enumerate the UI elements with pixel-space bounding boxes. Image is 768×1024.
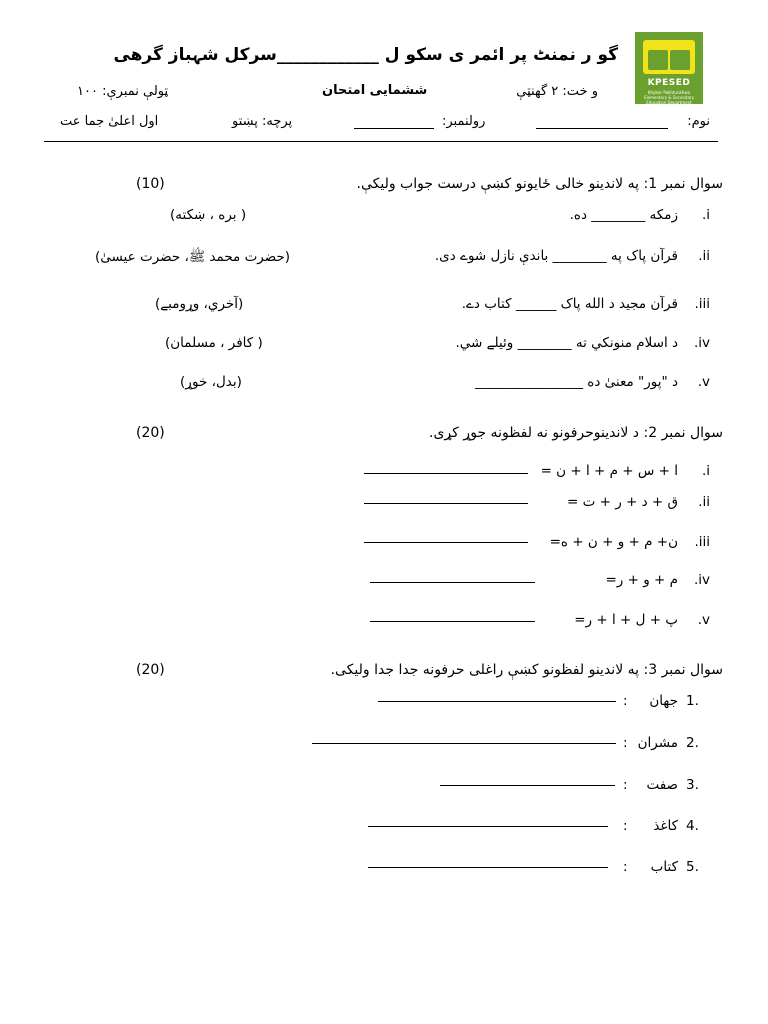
q2-item-number: .v [697,612,710,628]
q3-item-word: مشران [637,735,678,751]
q3-item-colon: : [623,859,628,875]
q3-item-colon: : [623,818,628,834]
class-name: اول اعلیٰ جما عت [60,114,159,129]
kpesed-logo [635,32,703,104]
q1-item-number: .iii [694,296,710,312]
q1-item-number: .ii [698,248,710,264]
q3-item-number: 1. [686,693,699,709]
q3-item-number: 4. [686,818,699,834]
q1-item-text: د اسلام منونکي ته ________ وئیلے شي. [455,335,678,351]
q3-item-word: کاغذ [653,818,678,834]
q1-item-options: ( کافر ، مسلمان) [165,335,263,351]
logo-text: KPESED [647,78,691,88]
q3-answer-line[interactable] [378,701,616,702]
q3-item-number: 5. [686,859,699,875]
exam-name: ششمایی امتحان [322,83,428,98]
q3-item-word: جھان [649,693,678,709]
q3-item-word: کتاب [650,859,678,875]
q3-marks: (20) [136,662,165,678]
q2-answer-line[interactable] [364,542,528,543]
q1-marks: (10) [136,176,165,192]
school-title: گو ر نمنٹ پر ائمر ی سکو ل ____________سرکل شہباز گرھی [113,45,618,65]
q2-title: سوال نمبر 2: د لاندینوحرفونو نه لفظونه جوړ کړی. [429,425,723,441]
q3-answer-line[interactable] [312,743,616,744]
q1-item-text: زمکه ________ ده. [569,207,678,223]
roll-label: رولنمبر: [442,114,486,129]
q3-item-colon: : [623,777,628,793]
q1-item-number: .i [701,207,710,223]
name-label: نوم: [687,114,710,129]
q3-item-colon: : [623,735,628,751]
q1-item-options: ( بره ، ښکته) [170,207,247,223]
q2-answer-line[interactable] [364,473,528,474]
q3-item-colon: : [623,693,628,709]
q1-item-text: د "پور" معنیٰ ده ________________ [474,374,678,390]
q3-item-word: صفت [646,777,678,793]
q3-answer-line[interactable] [368,867,608,868]
q2-item-text: ن+ م + و + ن + ه= [549,534,678,550]
q3-item-number: 3. [686,777,699,793]
q3-title: سوال نمبر 3: په لاندینو لفظونو کښې راغلی حرفونه جدا جدا ولیکی. [330,662,723,678]
q2-answer-line[interactable] [364,503,528,504]
q2-answer-line[interactable] [370,582,535,583]
q3-item-number: 2. [686,735,699,751]
q2-item-number: .i [701,463,710,479]
q1-item-options: (بدل، خوړ) [180,374,242,390]
q1-item-text: قرآن مجید د الله پاک ______ کتاب دے. [461,296,678,312]
book-icon [643,40,695,74]
q1-item-options: (حضرت محمد ﷺ، حضرت عیسیٰ) [95,249,291,265]
q2-item-number: .iv [693,572,710,588]
total-marks: ټولې نمبرې: ۱۰۰ [77,84,169,99]
exam-time: و خت: ۲ گهنټې [516,84,598,99]
q2-answer-line[interactable] [370,621,535,622]
q2-item-number: .ii [698,494,710,510]
q1-item-options: (آخري، وړومبے) [155,296,244,312]
q2-marks: (20) [136,425,165,441]
paper-subject: پرچه: پښتو [232,114,293,129]
q3-answer-line[interactable] [368,826,608,827]
q2-item-text: ق + د + ر + ت = [567,494,678,510]
q1-item-number: .iv [693,335,710,351]
q1-title: سوال نمبر 1: په لاندینو خالی ځایونو کښې درست جواب ولیکې. [356,176,723,192]
name-field[interactable] [536,128,668,129]
logo-subtext: Khyber Pakhtunkhwa Elementary & Secondary Education Department [644,90,694,105]
q2-item-number: .iii [694,534,710,550]
header-divider [44,141,718,142]
q2-item-text: م + و + ر= [605,572,678,588]
q3-answer-line[interactable] [440,785,615,786]
q1-item-text: قرآن پاک په ________ باندې نازل شوے دی. [434,248,678,264]
q2-item-text: پ + ل + ا + ر= [574,612,678,628]
roll-number-field[interactable] [354,128,434,129]
q1-item-number: .v [697,374,710,390]
q2-item-text: ا + س + م + ا + ن = [540,463,678,479]
